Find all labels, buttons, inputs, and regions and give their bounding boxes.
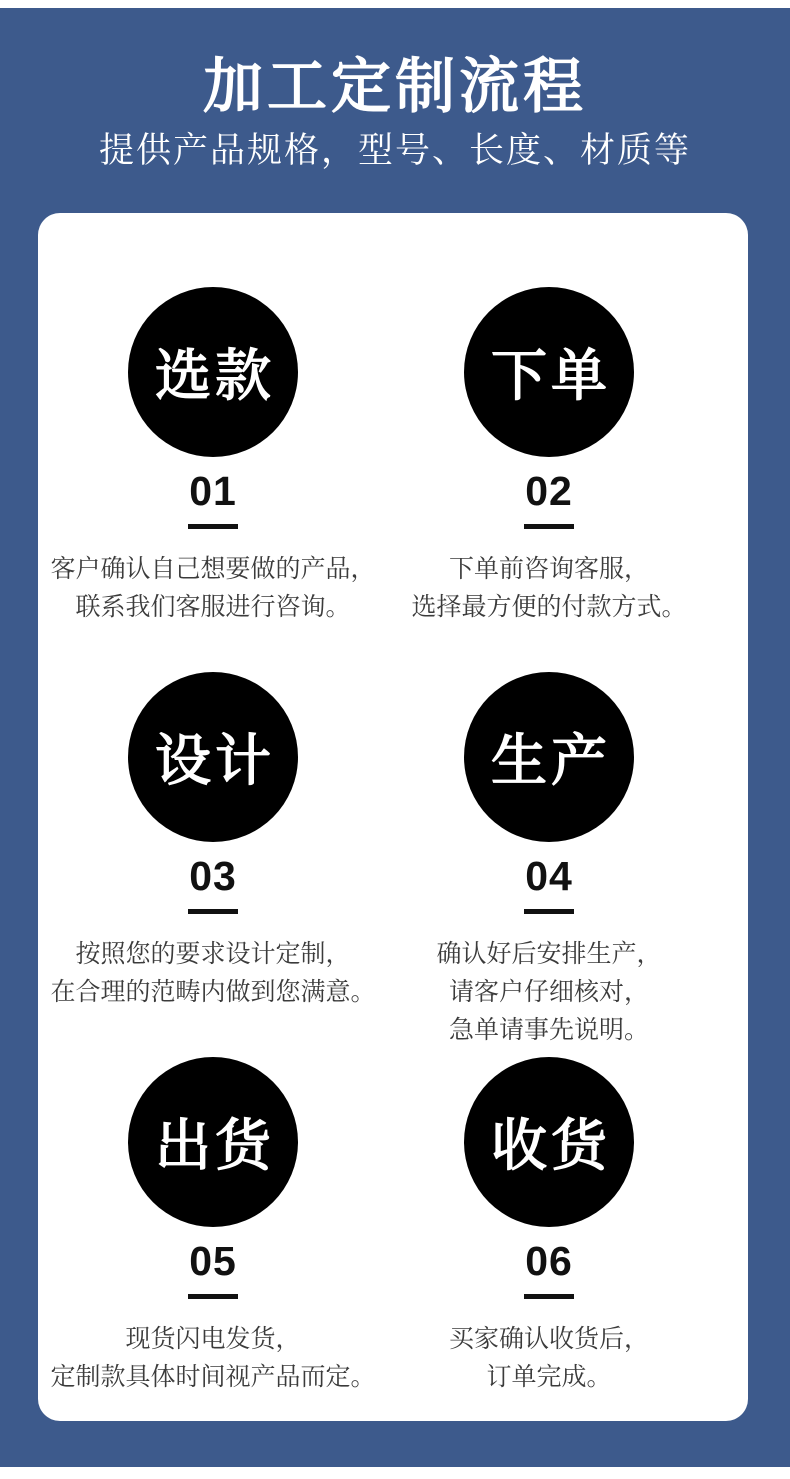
- step-1-circle-label: 选款: [155, 344, 275, 407]
- section-subtitle: 提供产品规格，型号、长度、材质等: [98, 131, 691, 170]
- step-2-desc-line-1: 下单前咨询客服，: [448, 555, 649, 583]
- step-1-desc-line-2: 联系我们客服进行咨询。: [75, 593, 351, 621]
- process-step-3: [45, 672, 381, 1057]
- step-3-description: [45, 935, 381, 1011]
- step-4-desc-line-3: 急单请事先说明。: [448, 1016, 649, 1044]
- step-1-circle-badge: [128, 287, 298, 457]
- process-step-1: [45, 287, 381, 672]
- process-step-5: [45, 1057, 381, 1421]
- section-title: 加工定制流程: [203, 53, 587, 120]
- step-2-description: [381, 550, 717, 626]
- step-1-desc-line-1: 客户确认自己想要做的产品，: [50, 555, 376, 583]
- step-3-circle-badge: [128, 672, 298, 842]
- step-3-desc-line-2: 在合理的范畴内做到您满意。: [50, 978, 376, 1006]
- step-4-circle-badge: [464, 672, 634, 842]
- process-step-6: [381, 1057, 717, 1421]
- custom-process-section: [0, 8, 790, 1467]
- step-5-circle-label: 出货: [155, 1114, 275, 1177]
- step-3-desc-line-1: 按照您的要求设计定制，: [75, 940, 351, 968]
- step-6-desc-line-2: 订单完成。: [486, 1363, 612, 1391]
- process-step-2: [381, 287, 717, 672]
- step-6-desc-line-1: 买家确认收货后，: [448, 1325, 649, 1353]
- step-6-divider: [524, 1294, 574, 1299]
- step-4-desc-line-1: 确认好后安排生产，: [436, 940, 662, 968]
- step-1-divider: [188, 524, 238, 529]
- step-5-description: [45, 1320, 381, 1396]
- step-6-description: [381, 1320, 717, 1396]
- step-3-divider: [188, 909, 238, 914]
- step-3-number: 03: [189, 853, 237, 899]
- step-4-divider: [524, 909, 574, 914]
- step-6-circle-badge: [464, 1057, 634, 1227]
- step-5-number: 05: [189, 1238, 237, 1284]
- process-card: [38, 213, 748, 1421]
- step-4-description: [381, 935, 717, 1049]
- step-5-desc-line-2: 定制款具体时间视产品而定。: [50, 1363, 376, 1391]
- step-6-number: 06: [525, 1238, 573, 1284]
- step-2-number: 02: [525, 468, 573, 514]
- step-4-desc-line-2: 请客户仔细核对，: [448, 978, 649, 1006]
- steps-grid: [45, 213, 748, 1421]
- process-step-4: [381, 672, 717, 1057]
- step-2-circle-badge: [464, 287, 634, 457]
- step-5-desc-line-1: 现货闪电发货，: [125, 1325, 301, 1353]
- step-1-number: 01: [189, 468, 237, 514]
- step-4-number: 04: [525, 853, 573, 899]
- step-2-circle-label: 下单: [491, 344, 611, 407]
- step-1-description: [45, 550, 381, 626]
- step-2-divider: [524, 524, 574, 529]
- step-2-desc-line-2: 选择最方便的付款方式。: [411, 593, 687, 621]
- section-header: [0, 8, 790, 170]
- step-5-divider: [188, 1294, 238, 1299]
- step-5-circle-badge: [128, 1057, 298, 1227]
- step-4-circle-label: 生产: [491, 729, 611, 792]
- step-6-circle-label: 收货: [491, 1114, 611, 1177]
- step-3-circle-label: 设计: [155, 729, 275, 792]
